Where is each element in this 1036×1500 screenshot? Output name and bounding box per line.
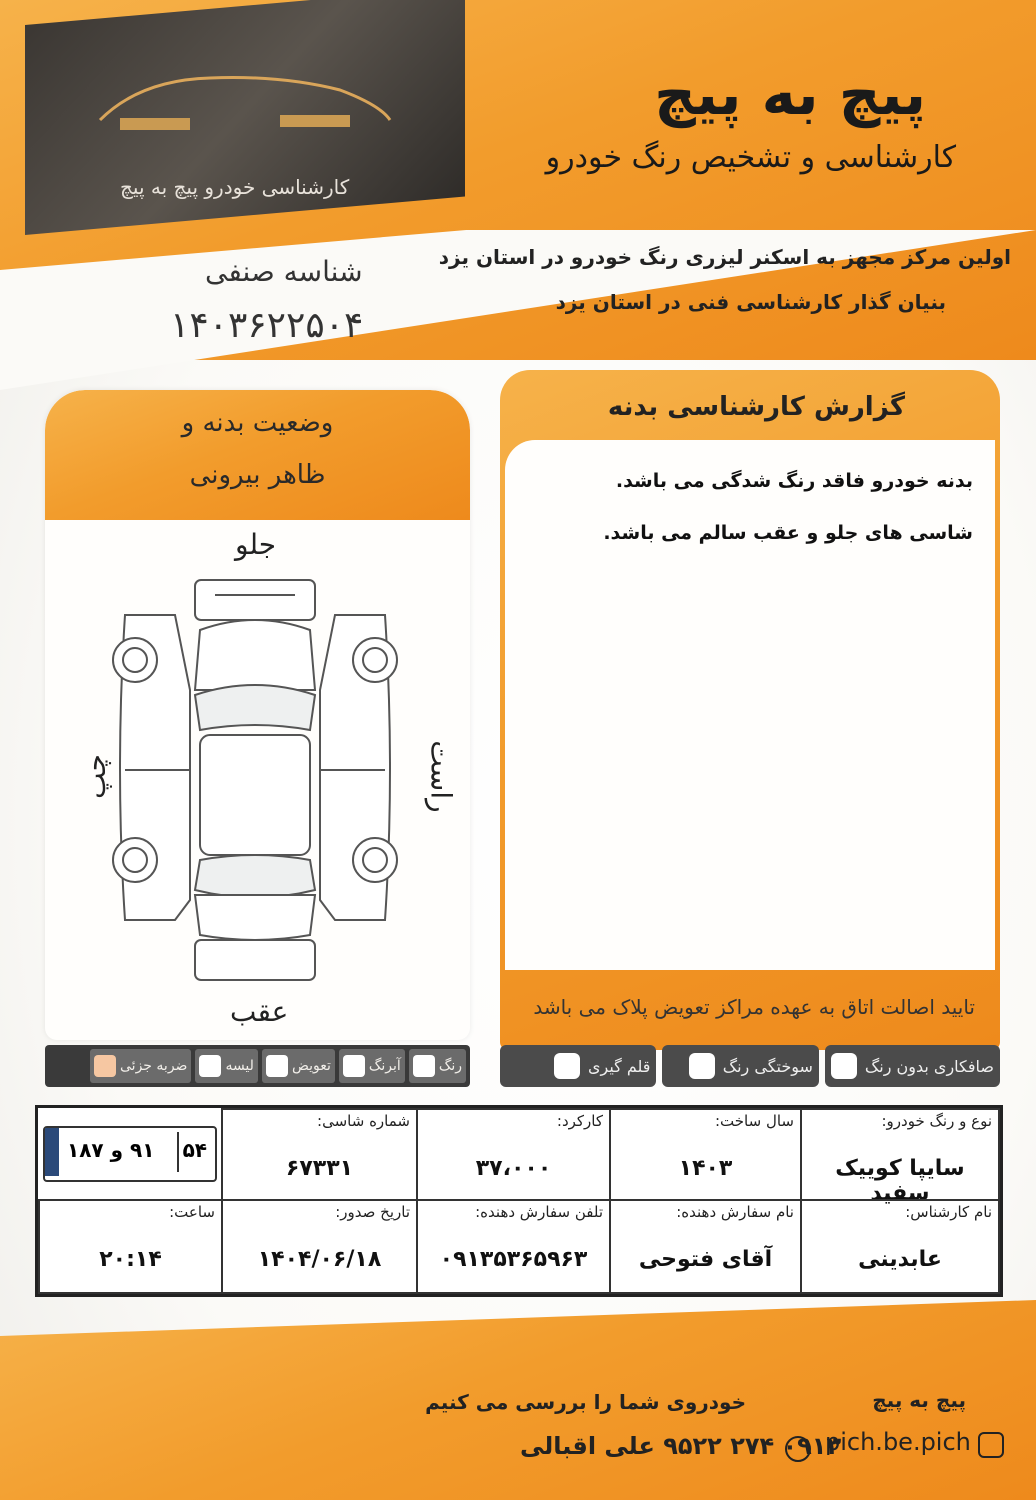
instagram-icon xyxy=(978,1432,1004,1458)
instagram-handle[interactable]: pich.be.pich xyxy=(825,1428,971,1456)
body-status-card xyxy=(45,390,470,1040)
front-label: جلو xyxy=(235,528,277,561)
legend-watercolor[interactable]: آبرنگ xyxy=(339,1049,405,1083)
trunk xyxy=(195,895,315,940)
legend-pdr[interactable]: صافکاری بدون رنگ xyxy=(825,1045,1000,1087)
report-line-1: بدنه خودرو فاقد رنگ شدگی می باشد. xyxy=(615,470,973,492)
license-plate: ۹۱ و ۱۸۷ ۵۴ xyxy=(43,1126,217,1182)
business-id-label: شناسه صنفی xyxy=(205,255,363,288)
report-footer-note: تایید اصالت اتاق به عهده مراکز تعویض پلاک می باشد xyxy=(533,995,975,1019)
checkbox[interactable] xyxy=(554,1053,580,1079)
cell-issue-date: تاریخ صدور: ۱۴۰۴/۰۶/۱۸ xyxy=(221,1199,418,1294)
legend-replaced[interactable]: تعویض xyxy=(262,1049,335,1083)
repair-legend xyxy=(500,1045,1000,1090)
legend-minor-hit[interactable]: ضربه جزئی xyxy=(90,1049,191,1083)
car-diagram xyxy=(105,570,405,990)
cell-inspector: نام کارشناس: عابدینی xyxy=(800,1199,1000,1294)
hood xyxy=(195,620,315,690)
left-label: چپ xyxy=(78,754,112,799)
status-title-line2: ظاهر بیرونی xyxy=(189,460,326,490)
contact-phone[interactable]: ۰۹۱۳ ۲۷۴ ۹۵۲۲ علی اقبالی xyxy=(520,1432,842,1460)
report-card xyxy=(500,370,1000,1050)
checkbox[interactable] xyxy=(831,1053,857,1079)
brand-title: پیچ به پیچ xyxy=(654,60,926,128)
status-title-line1: وضعیت بدنه و xyxy=(181,408,334,438)
checkbox[interactable] xyxy=(266,1055,288,1077)
rear-label: عقب xyxy=(230,995,289,1028)
footer-slogan: خودروی شما را بررسی می کنیم xyxy=(425,1390,746,1414)
front-bumper xyxy=(195,580,315,620)
cell-customer-phone: تلفن سفارش دهنده: ۰۹۱۳۵۳۶۵۹۶۳ xyxy=(416,1199,611,1294)
report-body xyxy=(505,440,995,970)
checkbox[interactable] xyxy=(413,1055,435,1077)
legend-burn[interactable]: سوختگی رنگ xyxy=(662,1045,818,1087)
tagline-2: بنیان گذار کارشناسی فنی در استان یزد xyxy=(555,290,946,314)
checkbox[interactable] xyxy=(689,1053,715,1079)
brand-subtitle: کارشناسی و تشخیص رنگ خودرو xyxy=(545,140,956,175)
footer-slogan-brand: پیچ به پیچ xyxy=(872,1388,966,1412)
cell-mileage: کارکرد: ۳۷،۰۰۰ xyxy=(416,1108,611,1201)
legend-pen[interactable]: قلم گیری xyxy=(500,1045,656,1087)
rear-bumper xyxy=(195,940,315,980)
windshield xyxy=(195,685,315,730)
car-logo-icon xyxy=(80,60,400,150)
rear-window xyxy=(195,855,315,898)
arrow-up-icon[interactable] xyxy=(94,1055,116,1077)
plate-flag xyxy=(45,1128,59,1176)
legend-scratch[interactable]: لیسه xyxy=(195,1049,258,1083)
damage-legend xyxy=(45,1045,470,1087)
logo-text: کارشناسی خودرو پیچ به پیچ xyxy=(120,175,350,199)
cell-time: ساعت: ۲۰:۱۴ xyxy=(38,1199,223,1294)
cell-vehicle-type: نوع و رنگ خودرو: سایپا کوییک سفید xyxy=(800,1108,1000,1201)
business-id-number: ۱۴۰۳۶۲۲۵۰۴ xyxy=(170,305,364,346)
checkbox[interactable] xyxy=(343,1055,365,1077)
roof xyxy=(200,735,310,855)
cell-chassis-number: شماره شاسی: ۶۷۳۳۱ xyxy=(221,1108,418,1201)
report-line-2: شاسی های جلو و عقب سالم می باشد. xyxy=(603,522,973,544)
cell-customer-name: نام سفارش دهنده: آقای فتوحی xyxy=(609,1199,802,1294)
report-title: گزارش کارشناسی بدنه xyxy=(607,392,905,422)
cell-model-year: سال ساخت: ۱۴۰۳ xyxy=(609,1108,802,1201)
legend-paint[interactable]: رنگ xyxy=(409,1049,466,1083)
phone-icon xyxy=(785,1436,811,1462)
cell-plate xyxy=(38,1108,223,1201)
tagline-1: اولین مرکز مجهز به اسکنر لیزری رنگ خودرو در استان یزد xyxy=(438,245,1011,269)
right-label: راست xyxy=(424,740,458,813)
vehicle-info-table xyxy=(35,1105,1003,1297)
checkbox[interactable] xyxy=(199,1055,221,1077)
